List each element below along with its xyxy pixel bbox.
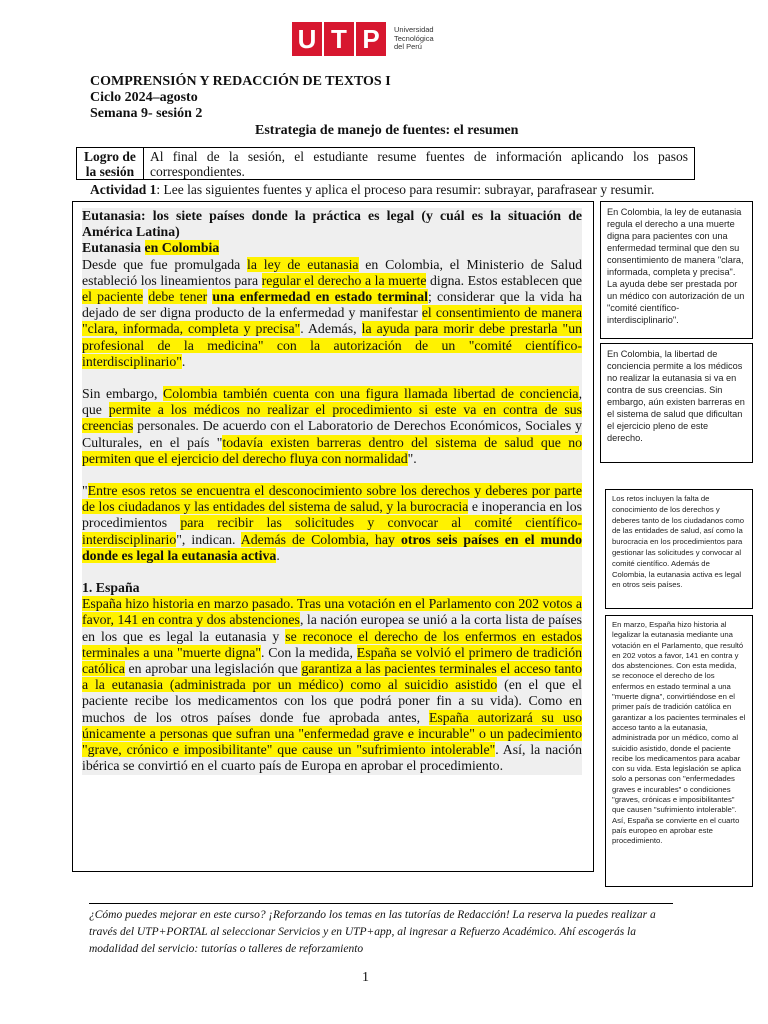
summary-note-4: En marzo, España hizo historia al legalizar la eutanasia mediante una votación en el Parlamento, que resultó en 202 votos a favor, 141 en contra y dos abstenciones. Con esta medida, se reconoce el derecho de los enfermos en estado terminal a una "muerte digna", convirtiéndose en el primer país de tradición católica en garantizar a los pacientes terminales el acceso tanto a la eutanasia, administrada por un médico, como al suicidio asistido, donde el paciente recibe los medicamentos para acabar con su vida. Esta legislación se aplica solo a personas con "enfermedades graves e incurables" o condiciones "graves, crónicas e imposibilitantes" que causen "sufrimiento intolerable". Así, España se convierte en el cuarto país europeo en aprobar este procedimiento.	[605, 615, 753, 887]
p3-run: Además de Colombia, hay	[240, 531, 401, 547]
summary-note-2: En Colombia, la libertad de conciencia permite a los médicos no realizar la eutanasia si va en contra de sus creencias. Sin embargo, aún existen barreras en el sistema de salud que dificultan el ejercicio pleno de este derecho.	[600, 343, 753, 463]
logo-letter-u: U	[292, 22, 322, 56]
p2-run: , que	[82, 386, 583, 418]
p1-run: ; considerar que la vida ha dejado de ser digna producto de la enfermedad y manifestar	[82, 289, 582, 321]
article-box	[72, 201, 594, 872]
p1-run: la ley de eutanasia	[247, 256, 359, 272]
page-subtitle: Estrategia de manejo de fuentes: el resumen	[255, 123, 519, 138]
utp-logo	[292, 22, 434, 56]
p1-run: Desde que fue promulgada	[82, 256, 248, 272]
logo-letter-p: P	[356, 22, 386, 56]
p1-run: debe tener	[148, 289, 208, 305]
activity-text: : Lee las siguientes fuentes y aplica el proceso para resumir: subrayar, parafrasear y resumir.	[156, 182, 655, 197]
p3-run: ", indican.	[176, 531, 241, 547]
p4-run: . Así, la nación ibérica se convirtió en el cuarto país de Europa en aprobar el procedimiento.	[82, 742, 582, 774]
logro-label: Logro de la sesión	[77, 148, 144, 179]
paragraph-4	[82, 596, 582, 774]
p3-run: "	[82, 483, 88, 499]
page-number: 1	[362, 970, 369, 985]
logo-letter-t: T	[324, 22, 354, 56]
p4-run: se reconoce el derecho de los enfermos en estados terminales a una "muerte digna"	[82, 628, 582, 660]
p4-run: en aprobar una legislación que	[124, 661, 302, 677]
p4-run: España hizo historia en marzo pasado. Tras una votación en el Parlamento con 202 votos a favor, 141 en contra y dos abstenciones	[82, 596, 582, 628]
p1-run: una enfermedad en estado terminal	[212, 289, 428, 305]
logro-table	[76, 147, 695, 180]
p3-run: .	[276, 547, 280, 563]
p4-run: garantiza a las pacientes terminales el acceso tanto a la eutanasia (administrada por un médico) como al suicidio asistido	[82, 661, 582, 693]
p1-run: regular el derecho a la muerte	[261, 272, 427, 288]
p3-run: Entre esos retos se encuentra el desconocimiento sobre los derechos y deberes por parte de los ciudadanos y las entidades del sistema de salud, y la burocracia	[82, 483, 582, 515]
p1-run: en Colombia, el Ministerio de Salud estableció los lineamientos para	[82, 256, 582, 288]
p3-run: para recibir las solicitudes y convocar al comité científico-interdisciplinario	[82, 515, 582, 547]
p1-run: digna. Estos establecen que	[426, 272, 582, 288]
footer-note: ¿Cómo puedes mejorar en este curso? ¡Reforzando los temas en las tutorías de Redacción! La reserva la puedes realizar a través del UTP+PORTAL al seleccionar Servicios y en UTP+app, al ingresar a Refuerzo Académico. Ahí escogerás la modalidad del servicio: tutorías o talleres de reforzamiento	[89, 903, 673, 958]
p4-run: España autorizará su uso únicamente a personas que sufran una "enfermedad grave e incurable" o un padecimiento "grave, crónico e imposibilitante" que cause un "sufrimiento intolerable"	[82, 709, 582, 758]
p2-run: Sin embargo,	[82, 386, 164, 402]
activity-instruction	[90, 182, 654, 198]
p4-run: (en el que el paciente recibe los medicamentos con los que podrá poner fin a su vida). Como en muchos de los otros países donde fue aprobada antes,	[82, 677, 582, 725]
p3-run: otros seis países en el mundo donde es legal la eutanasia activa	[82, 531, 582, 563]
section-colombia-heading: Eutanasia en Colombia	[82, 240, 220, 256]
logro-text: Al final de la sesión, el estudiante resume fuentes de información aplicando los pasos correspondientes.	[150, 149, 688, 179]
p2-run: todavía existen barreras dentro del sistema de salud que no permiten que el ejercicio del derecho fluya con normalidad	[82, 434, 582, 466]
p1-run: el consentimiento de manera "clara, informada, completa y precisa"	[82, 305, 582, 337]
course-title: COMPRENSIÓN Y REDACCIÓN DE TEXTOS I	[90, 74, 391, 89]
article-title: Eutanasia: los siete países donde la práctica es legal (y cuál es la situación de América Latina)	[82, 208, 582, 240]
p1-run: la ayuda para morir debe prestarla "un profesional de la medicina" con la autorización de un "comité científico-interdisciplinario"	[82, 321, 582, 369]
p2-run: Colombia también cuenta con una figura llamada libertad de conciencia	[163, 386, 579, 402]
p4-run: , la nación europea se unió a la corta lista de países en los que es legal la eutanasia y	[82, 612, 582, 644]
p4-run: . Con la medida,	[261, 644, 357, 660]
paragraph-3	[82, 483, 582, 564]
p1-run: . Además,	[300, 321, 362, 337]
paragraph-2	[82, 386, 582, 467]
paragraph-1	[82, 257, 582, 370]
p1-run: el paciente	[82, 289, 144, 305]
course-cycle: Ciclo 2024–agosto	[90, 90, 198, 105]
course-session: Semana 9- sesión 2	[90, 106, 203, 121]
p3-run: e inoperancia en los procedimientos	[82, 499, 582, 531]
summary-note-1: En Colombia, la ley de eutanasia regula el derecho a una muerte digna para pacientes con una enfermedad terminal que den su consentimiento de manera "clara, informada, completa y precisa". La ayuda debe ser prestada por un médico con autorización de un "comité científico-interdisciplinario".	[600, 201, 753, 339]
section-spain-heading: 1. España	[82, 580, 140, 596]
p2-run: personales. De acuerdo con el Laboratorio de Derechos Económicos, Sociales y Culturales, en el país "	[82, 418, 582, 450]
p1-run: .	[181, 353, 186, 369]
p2-run: ".	[407, 450, 417, 466]
logo-university-name: Universidad Tecnológica del Perú	[394, 25, 434, 52]
article-content	[82, 208, 582, 775]
p4-run: España se volvió el primero de tradición católica	[82, 644, 583, 677]
summary-note-3: Los retos incluyen la falta de conocimiento de los derechos y deberes tanto de los ciudadanos como de las entidades de salud, así como la burocracia en los procedimientos para gestionar las solicitudes y convocar al comité científico. Además de Colombia, la eutanasia activa es legal en otros seis países.	[605, 489, 753, 609]
p2-run: permite a los médicos no realizar el procedimiento si este va en contra de sus creencias	[82, 402, 582, 434]
activity-label: Actividad 1	[90, 182, 157, 197]
